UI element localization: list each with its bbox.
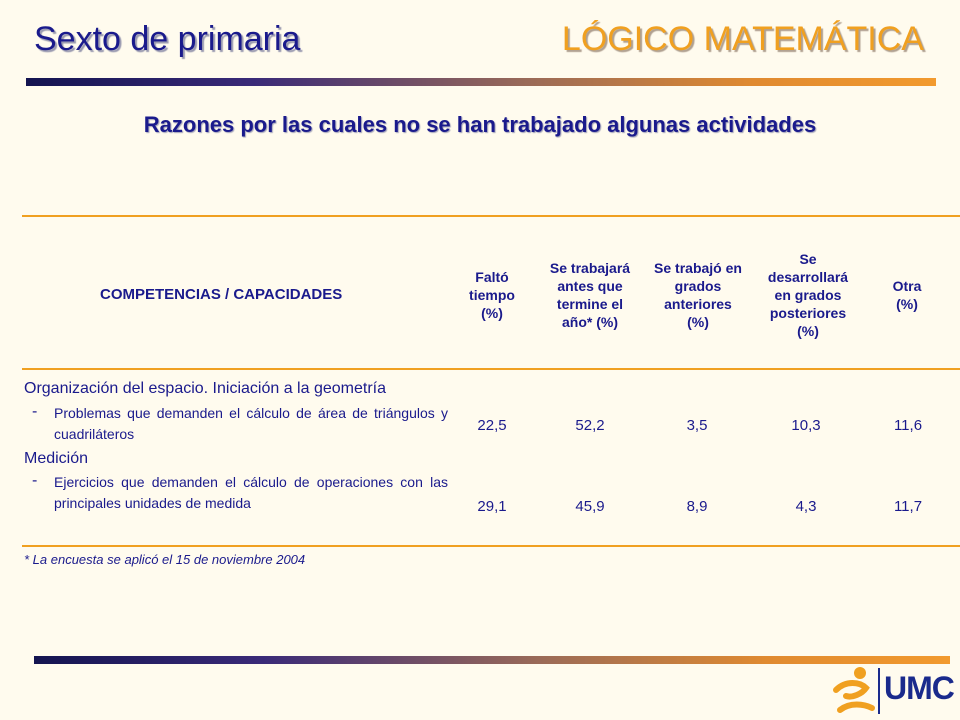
col-header-grados-posteriores <box>752 250 864 340</box>
col-header-line: (%) <box>481 305 503 321</box>
value-cell: 29,1 <box>477 498 507 515</box>
col-header-line: en grados <box>774 287 842 303</box>
logo-text: UMC <box>884 670 954 706</box>
item-dash: - <box>32 472 38 489</box>
value-cell: 52,2 <box>575 417 605 434</box>
category-geometria: Organización del espacio. Iniciación a la geometría <box>24 380 386 397</box>
col-header-line: Se <box>799 251 817 267</box>
col-header-line: (%) <box>687 314 709 330</box>
value-cell: 11,7 <box>893 498 923 515</box>
subtitle: Razones por las cuales no se han trabajado algunas actividades <box>143 112 817 137</box>
col-header-line: Se trabajó en <box>654 260 742 276</box>
logo-divider <box>878 668 880 714</box>
col-header-line: termine el <box>556 296 624 312</box>
header-rule <box>22 368 960 370</box>
subject-title: LÓGICO MATEMÁTICA <box>561 20 924 58</box>
col-header-line: desarrollará <box>767 269 849 285</box>
footnote: * La encuesta se aplicó el 15 de noviembre 2004 <box>24 552 306 567</box>
col-header-line: Otra <box>892 278 922 294</box>
col-header-otra <box>872 277 942 313</box>
col-header-grados-anteriores <box>643 259 753 331</box>
value-cell: 8,9 <box>686 498 708 515</box>
value-cell: 4,3 <box>795 498 817 515</box>
col-header-line: anteriores <box>664 296 732 312</box>
item-dash: - <box>32 403 38 420</box>
value-cell: 22,5 <box>477 417 507 434</box>
col-header-line: año* (%) <box>562 314 618 330</box>
col-header-line: antes que <box>557 278 623 294</box>
table-top-rule <box>22 215 960 217</box>
table-bottom-rule <box>22 545 960 547</box>
item-operaciones-medida: Ejercicios que demanden el cálculo de operaciones con las principales unidades de medida <box>54 474 448 511</box>
category-medicion: Medición <box>24 450 89 467</box>
col-header-falto-tiempo <box>452 268 532 322</box>
col-header-line: Faltó <box>475 269 509 285</box>
value-cell: 10,3 <box>791 417 821 434</box>
col-header-line: grados <box>674 278 722 294</box>
item-area-triangulos: Problemas que demanden el cálculo de área de triángulos y cuadriláteros <box>54 405 448 442</box>
col-header-se-trabajara <box>535 259 645 331</box>
col-header-line: (%) <box>797 323 819 339</box>
col-header-line: Se trabajará <box>549 260 631 276</box>
col-header-line: (%) <box>896 296 918 312</box>
col-header-line: tiempo <box>469 287 515 303</box>
value-cell: 3,5 <box>686 417 708 434</box>
umc-person-icon <box>832 664 878 716</box>
umc-logo <box>832 664 952 716</box>
bottom-gradient-bar <box>34 656 950 664</box>
competencies-header: COMPETENCIAS / CAPACIDADES <box>100 286 343 303</box>
top-gradient-bar <box>26 78 936 86</box>
value-cell: 11,6 <box>893 417 923 434</box>
page-title: Sexto de primaria <box>34 20 301 58</box>
col-header-line: posteriores <box>769 305 847 321</box>
value-cell: 45,9 <box>575 498 605 515</box>
